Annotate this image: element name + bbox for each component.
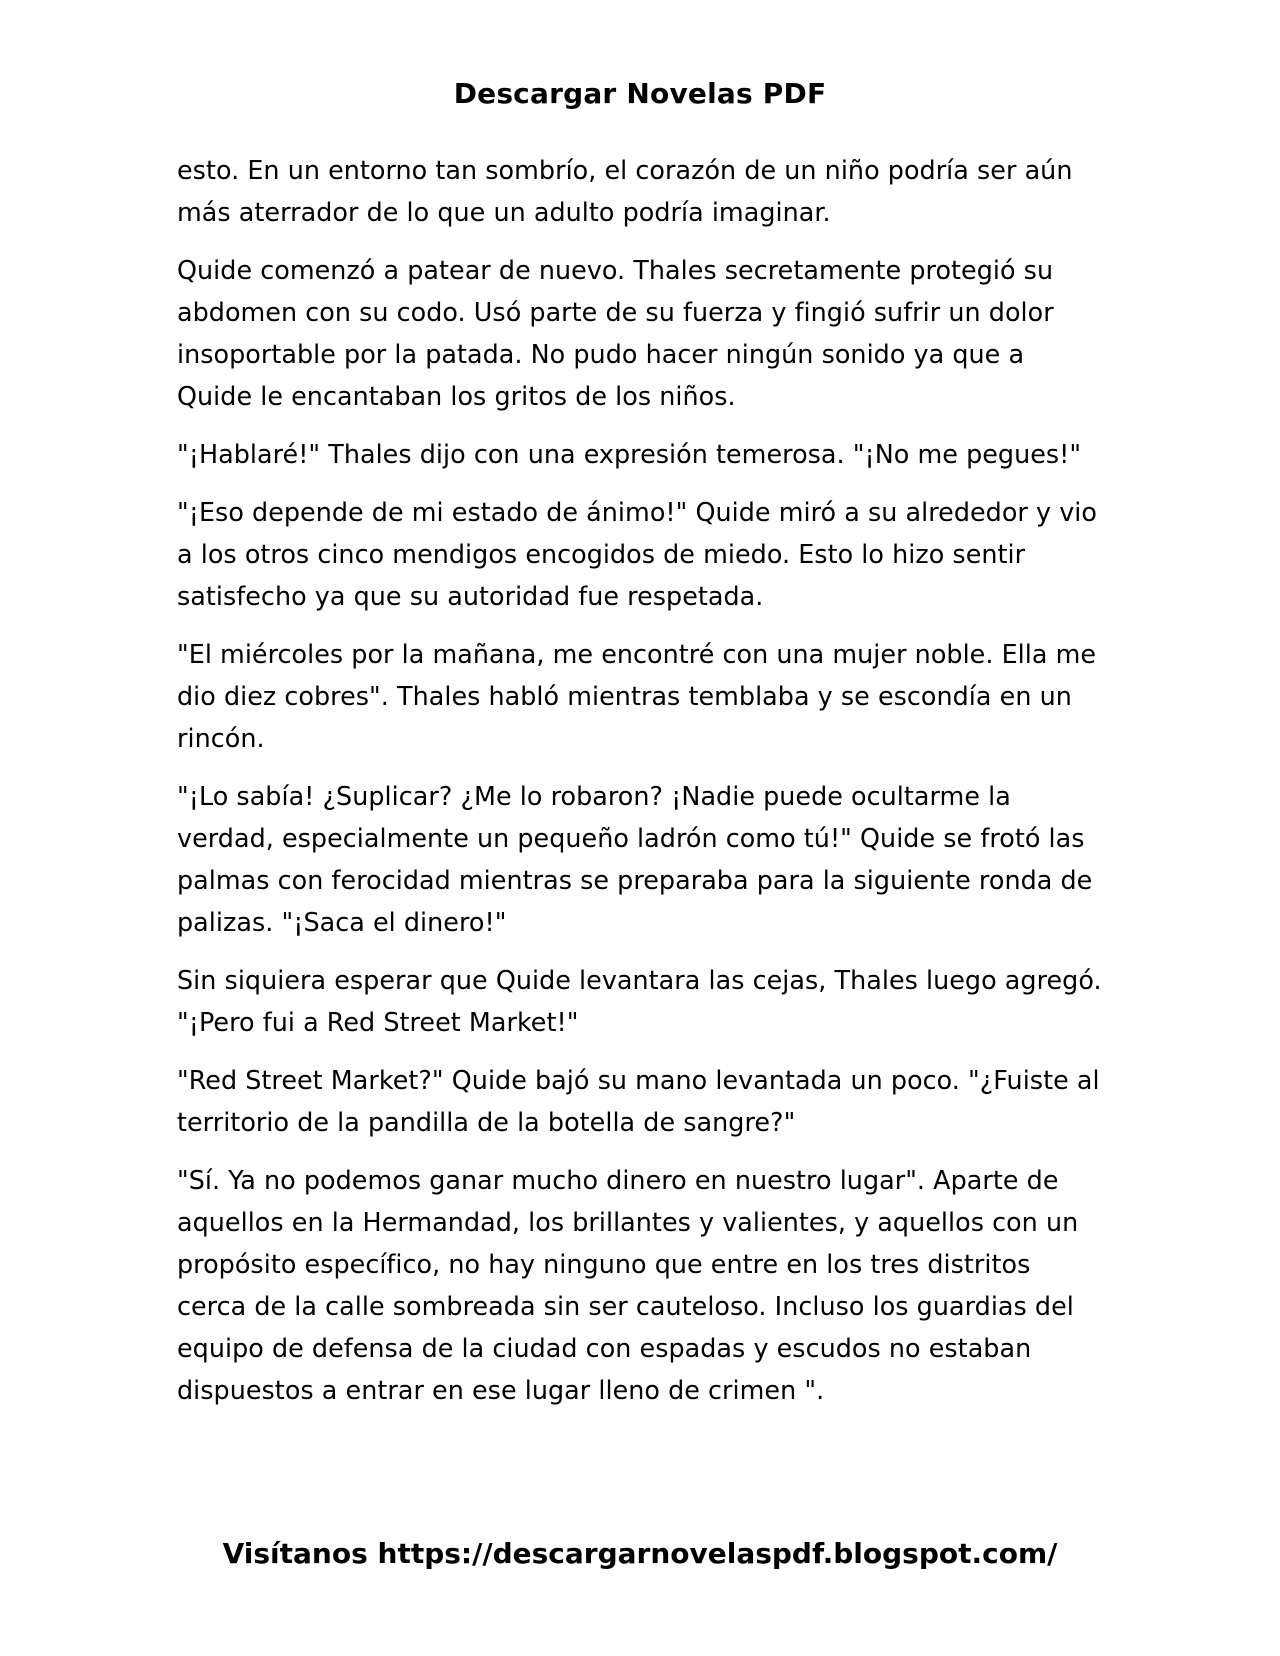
paragraph: "¡Eso depende de mi estado de ánimo!" Quide miró a su alrededor y vio a los otros cinco mendigos encogidos de miedo. Esto lo hizo sentir satisfecho ya que su autoridad fue respetada. <box>177 497 1097 611</box>
body-text <box>177 149 1107 1427</box>
paragraph: esto. En un entorno tan sombrío, el corazón de un niño podría ser aún más aterrador de lo que un adulto podría imaginar. <box>177 155 1073 227</box>
paragraph: "El miércoles por la mañana, me encontré con una mujer noble. Ella me dio diez cobres". Thales habló mientras temblaba y se escondía en un rincón. <box>177 639 1097 753</box>
page-footer-link[interactable]: Visítanos https://descargarnovelaspdf.blogspot.com/ <box>222 1537 1058 1570</box>
paragraph: "Sí. Ya no podemos ganar mucho dinero en nuestro lugar". Aparte de aquellos en la Hermandad, los brillantes y valientes, y aquellos con un propósito específico, no hay ninguno que entre en los tres distritos cerca de la calle sombreada sin ser cauteloso. Incluso los guardias del equipo de defensa de la ciudad con espadas y escudos no estaban dispuestos a entrar en ese lugar lleno de crimen ". <box>177 1165 1079 1405</box>
paragraph: Quide comenzó a patear de nuevo. Thales secretamente protegió su abdomen con su codo. Usó parte de su fuerza y fingió sufrir un dolor insoportable por la patada. No pudo hacer ningún sonido ya que a Quide le encantaban los gritos de los niños. <box>177 255 1054 411</box>
paragraph: "Red Street Market?" Quide bajó su mano levantada un poco. "¿Fuiste al territorio de la pandilla de la botella de sangre?" <box>177 1065 1100 1137</box>
page-header-title: Descargar Novelas PDF <box>453 77 827 110</box>
paragraph: Sin siquiera esperar que Quide levantara las cejas, Thales luego agregó. "¡Pero fui a Red Street Market!" <box>177 965 1102 1037</box>
paragraph: "¡Lo sabía! ¿Suplicar? ¿Me lo robaron? ¡Nadie puede ocultarme la verdad, especialmente un pequeño ladrón como tú!" Quide se frotó las palmas con ferocidad mientras se preparaba para la siguiente ronda de palizas. "¡Saca el dinero!" <box>177 781 1093 937</box>
paragraph: "¡Hablaré!" Thales dijo con una expresión temerosa. "¡No me pegues!" <box>177 439 1082 469</box>
